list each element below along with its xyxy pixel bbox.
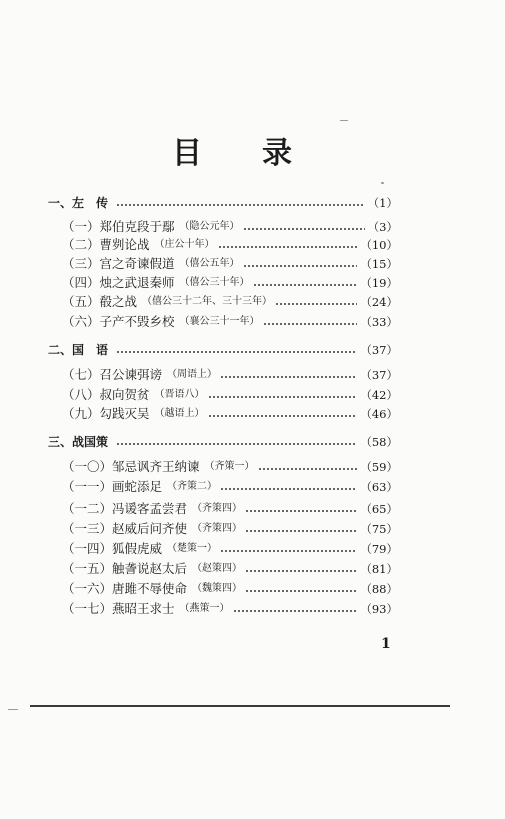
toc-entry-title: 殽之战 <box>99 294 138 309</box>
scan-speck <box>340 120 348 121</box>
toc-entry-row <box>62 404 398 424</box>
toc-entry-row <box>62 235 398 255</box>
dot-leader <box>208 415 358 417</box>
toc-entry-title: 子产不毁乡校 <box>99 314 175 329</box>
toc-entry-row <box>62 539 398 559</box>
toc-entry-page: （37） <box>360 368 398 382</box>
toc-entry-source-note: （齐策四） <box>192 503 243 514</box>
dot-leader <box>245 510 357 512</box>
toc-entry-source-note: （齐策一） <box>204 461 255 472</box>
toc-entry-number: （七） <box>62 367 100 382</box>
toc-entry-number: （八） <box>62 387 100 402</box>
toc-entry-page: （63） <box>360 480 398 494</box>
toc-entry-number: （一三） <box>62 521 113 536</box>
toc-entry-row <box>62 273 398 293</box>
toc-entry-number: （四） <box>62 275 100 290</box>
toc-entry-row <box>62 312 398 332</box>
toc-entry-title: 国 语 <box>72 343 109 357</box>
toc-entry-number: （一六） <box>62 581 113 596</box>
toc-entry-row <box>62 254 398 274</box>
toc-entry-source-note: （隐公元年） <box>179 221 240 232</box>
toc-entry-page: （75） <box>360 522 398 536</box>
dot-leader <box>243 265 358 267</box>
toc-entry-title: 赵威后问齐使 <box>112 521 188 536</box>
toc-entry-row <box>62 292 398 312</box>
title-char-mu: 目 <box>172 136 202 171</box>
toc-section-row <box>48 340 398 360</box>
toc-entry-row <box>62 499 398 519</box>
dot-leader <box>218 246 358 248</box>
toc-entry-row <box>62 579 398 599</box>
toc-entry-source-note: （燕策一） <box>179 603 230 614</box>
toc-entry-row <box>62 477 398 497</box>
dot-leader <box>116 204 365 206</box>
dot-leader <box>253 284 358 286</box>
toc-entry-number: （一） <box>62 219 100 234</box>
toc-entry-row <box>62 599 398 619</box>
toc-entry-page: （10） <box>360 238 398 252</box>
dot-leader <box>220 488 357 490</box>
toc-entry-title: 触詟说赵太后 <box>112 561 188 576</box>
toc-entry-source-note: （楚策一） <box>167 543 218 554</box>
dot-leader <box>263 323 358 325</box>
page-title <box>172 130 292 170</box>
toc-entry-number: 一、 <box>48 196 73 210</box>
toc-entry-page: （15） <box>360 257 398 271</box>
dot-leader <box>245 590 357 592</box>
toc-entry-row <box>62 457 398 477</box>
toc-entry-title: 宫之奇谏假道 <box>99 256 175 271</box>
toc-entry-number: （一二） <box>62 501 113 516</box>
toc-entry-number: （一七） <box>62 601 113 616</box>
toc-entry-number: （二） <box>62 237 100 252</box>
toc-entry-number: （九） <box>62 406 100 421</box>
dot-leader <box>245 570 357 572</box>
toc-entry-title: 郑伯克段于鄢 <box>99 219 175 234</box>
toc-entry-title: 勾践灭吴 <box>99 406 150 421</box>
toc-entry-page: （46） <box>360 407 398 421</box>
toc-entry-row <box>62 519 398 539</box>
toc-entry-title: 冯谖客孟尝君 <box>112 501 188 516</box>
toc-entry-title: 战国策 <box>72 435 109 449</box>
toc-entry-source-note: （魏策四） <box>192 583 243 594</box>
page-number: 1 <box>381 636 391 652</box>
dot-leader <box>245 530 357 532</box>
toc-entry-row <box>62 385 398 405</box>
toc-entry-title: 狐假虎威 <box>112 541 163 556</box>
dot-leader <box>208 396 358 398</box>
toc-entry-number: （六） <box>62 314 100 329</box>
toc-entry-title: 叔向贺贫 <box>99 387 150 402</box>
toc-entry-page: （65） <box>360 502 398 516</box>
toc-entry-number: （一四） <box>62 541 113 556</box>
toc-entry-number: （一〇） <box>62 459 113 474</box>
toc-entry-source-note: （僖公三十年） <box>179 277 250 288</box>
toc-entry-number: （三） <box>62 256 100 271</box>
toc-entry-page: （42） <box>360 388 398 402</box>
toc-section-row <box>48 432 398 452</box>
toc-entry-page: （58） <box>360 435 398 449</box>
dot-leader <box>220 550 357 552</box>
toc-entry-source-note: （僖公三十二年、三十三年） <box>142 296 273 307</box>
bottom-rule <box>30 705 450 707</box>
toc-entry-title: 烛之武退秦师 <box>99 275 175 290</box>
toc-entry-number: （五） <box>62 294 100 309</box>
toc-section-row <box>48 193 398 213</box>
toc-entry-title: 燕昭王求士 <box>112 601 175 616</box>
toc-entry-page: （24） <box>360 295 398 309</box>
dot-leader <box>116 351 357 353</box>
toc-entry-title: 左 传 <box>72 196 109 210</box>
toc-entry-row <box>62 365 398 385</box>
toc-entry-page: （3） <box>367 220 398 234</box>
toc-entry-source-note: （周语上） <box>167 369 218 380</box>
toc-entry-title: 邹忌讽齐王纳谏 <box>112 459 200 474</box>
title-char-lu: 录 <box>262 136 292 171</box>
scan-speck <box>381 182 384 184</box>
dot-leader <box>233 610 358 612</box>
toc-entry-number: 二、 <box>48 343 73 357</box>
dot-leader <box>258 468 358 470</box>
toc-entry-page: （79） <box>360 542 398 556</box>
toc-entry-page: （37） <box>360 343 398 357</box>
scan-speck <box>8 709 18 710</box>
toc-entry-source-note: （齐策四） <box>192 523 243 534</box>
toc-entry-number: （一五） <box>62 561 113 576</box>
toc-entry-source-note: （齐策二） <box>167 481 218 492</box>
toc-entry-source-note: （赵策四） <box>192 563 243 574</box>
toc-entry-number: （一一） <box>62 479 113 494</box>
toc-entry-page: （1） <box>367 196 398 210</box>
toc-entry-source-note: （庄公十年） <box>154 239 215 250</box>
toc-entry-row <box>62 559 398 579</box>
toc-entry-page: （88） <box>360 582 398 596</box>
dot-leader <box>116 443 357 445</box>
toc-entry-source-note: （襄公三十一年） <box>179 316 260 327</box>
toc-entry-title: 召公谏弭谤 <box>99 367 163 382</box>
toc-entry-title: 曹刿论战 <box>99 237 150 252</box>
dot-leader <box>243 228 365 230</box>
toc-entry-page: （33） <box>360 315 398 329</box>
dot-leader <box>275 303 357 305</box>
toc-entry-number: 三、 <box>48 435 73 449</box>
toc-entry-title: 画蛇添足 <box>112 479 163 494</box>
dot-leader <box>220 376 357 378</box>
toc-entry-title: 唐雎不辱使命 <box>112 581 188 596</box>
toc-entry-source-note: （越语上） <box>154 408 205 419</box>
toc-entry-page: （19） <box>360 276 398 290</box>
toc-entry-page: （81） <box>360 562 398 576</box>
toc-entry-source-note: （僖公五年） <box>179 258 240 269</box>
toc-entry-page: （93） <box>360 602 398 616</box>
toc-entry-source-note: （晋语八） <box>154 389 205 400</box>
toc-entry-page: （59） <box>360 460 398 474</box>
toc-entry-row <box>62 217 398 237</box>
